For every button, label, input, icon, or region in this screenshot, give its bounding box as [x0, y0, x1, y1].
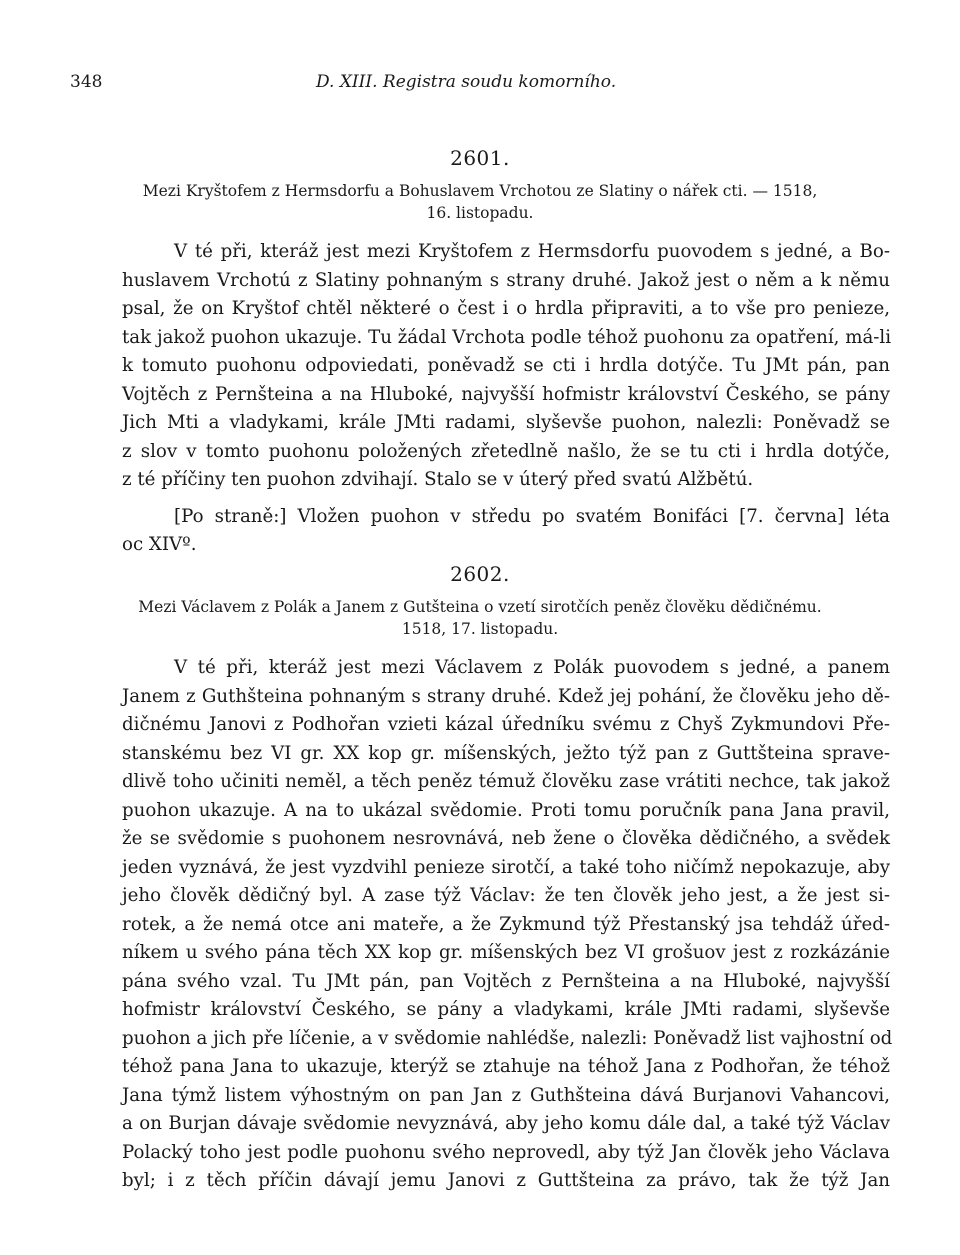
entry-2602 — [70, 562, 893, 1196]
entry-number: 2602. — [450, 562, 510, 586]
marginal-note: [Po straně:] Vložen puohon v středu po svatém Bonifáci [7. června] léta oc XIVº. — [122, 505, 890, 555]
running-head — [70, 72, 890, 96]
entry-2601 — [70, 146, 890, 560]
entry-regest: Mezi Kryštofem z Hermsdorfu a Bohuslavem Vrchotou ze Slatiny o nářek cti. — 1518, 16. listopadu. — [142, 182, 818, 222]
entry-regest: Mezi Václavem z Polák a Janem z Gutšteina o vzetí sirotčích peněz člověku dědičnému. 1518, 17. listopadu. — [138, 598, 822, 638]
running-title: D. XIII. Registra soudu komorního. — [316, 72, 617, 92]
entry-text: V té při, kteráž jest mezi Kryštofem z Hermsdorfu puovodem s jedné, a Bo- huslavem Vrchotú z Slatiny pohnaným s strany druhé. Jakož jest o něm a k němu psal, že on Kryštof chtěl některé o čest i o hrdla připraviti, a to vše pro penieze, tak jakož puohon ukazuje. Tu žádal Vrchota podle téhož puohonu za opatření, má-li k tomuto puohonu odpoviedati, poněvadž se cti i hrdla dotýče. Tu JMt pán, pan Vojtěch z Pernšteina a na Hluboké, najvyšší hofmistr království Českého, se pány Jich Mti a vladykami, krále JMti radami, slyševše puohon, nalezli: Poněvadž se z slov v tomto puohonu položených zřetedlně našlo, že se tu cti i hrdla dotýče, z té příčiny ten puohon zdvihají. Stalo se v úterý před svatú Alžbětú. — [122, 241, 892, 490]
entry-text: V té při, kteráž jest mezi Václavem z Polák puovodem s jedné, a panem Janem z Guthšteina pohnaným s strany druhé. Kdež jej pohání, že člověku jeho dě- dičnému Janovi z Podhořan vzieti kázal úředníku svému z Chyš Zykmundovi Pře- stanskému bez VI gr. XX kop gr. míšenských, ježto týž pan z Guttšteina sprave- dlivě toho učiniti neměl, a těch peněz témuž člověku zase vrátiti nechce, tak jakož puohon ukazuje. A na to ukázal svědomie. Proti tomu poručník pana Jana pravil, že se svědomie s puohonem nesrovnává, neb žene o člověka dědičného, a svědek jeden vyznává, že jest vyzdvihl penieze sirotčí, a také toho ničímž nepokazuje, aby jeho člověk dědičný byl. A zase týž Václav: že ten člověk jeho jest, a že jest si- rotek, a že nemá otce ani mateře, a že Zykmund týž Přestanský jsa tehdáž úřed- níkem u svého pána těch XX kop gr. míšenských bez VI grošuov jest z rozkázánie pána svého vzal. Tu JMt pán, pan Vojtěch z Pernšteina a na Hlubоké, najvyšší hofmistr království Českého, se pány a vladykami, krále JMti radami, slyševše puohon a jich pře líčenie, a v svědomie nahlédše, nalezli: Poněvadž list vajhostní od téhož pana Jana to ukazuje, kterýž se ztahuje na téhož Jana z Podhořan, že téhož Jana týmž listem výhostným on pan Jan z Guthšteina dává Burjanovi Vahancovi, a on Burjan dávaje svědomie nevyznává, aby jeho komu dále dal, a také týž Václav Polacký toho jest podle puohonu svého neprovedl, aby týž Jan člověk jeho Václava byl; i z těch příčin dávají jemu Janovi z Guttšteina za právo, tak že týž Jan — [122, 657, 893, 1191]
entry-number: 2601. — [450, 146, 510, 170]
page-number: 348 — [70, 72, 103, 92]
